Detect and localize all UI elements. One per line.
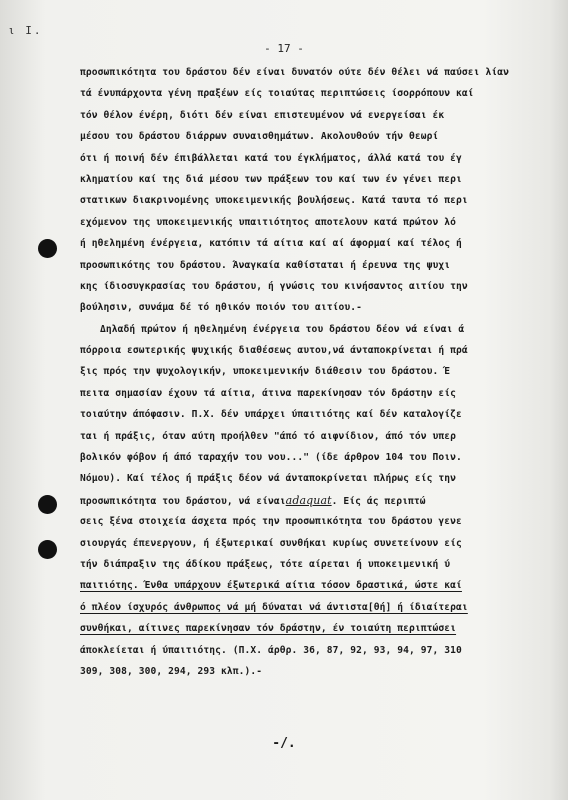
- corner-mark: ι Ι.: [8, 24, 43, 37]
- end-mark: -/.: [272, 736, 296, 751]
- text-line: [80, 319, 552, 340]
- text-line: [80, 212, 552, 233]
- text-line-content: σιουργάς έπενεργουν, ή έξωτερικαί συνθήκαι κυρίως συνετείνουν είς: [80, 537, 462, 549]
- text-line: [80, 618, 552, 639]
- text-line: [80, 83, 552, 104]
- text-line: [80, 447, 552, 468]
- text-line-content: προσωπικότητα του δράστου, νά είναι: [80, 495, 286, 507]
- text-line-content: πειτα σημασίαν έχουν τά αίτια, άτινα παρεκίνησαν τόν δράστην είς: [80, 387, 457, 399]
- text-line: [80, 404, 552, 425]
- text-line-content: μέσου του δράστου διάρρων συναισθημάτων. Ακολουθούν τήν θεωρί: [80, 131, 439, 143]
- text-line-content: ό πλέον ίσχυρός άνθρωπος νά μή δύναται νά άντιστα[θή] ή ίδιαίτεραι: [80, 601, 468, 613]
- text-line: [80, 661, 552, 682]
- text-line-content: στατικων διακρινομένης υποκειμενικής βουλήσεως. Κατά ταυτα τό περι: [80, 195, 468, 207]
- text-line-content: Δηλαδή πρώτον ή ηθελημένη ένέργεια του δράστου δέον νά είναι ά: [100, 323, 465, 335]
- text-line: [80, 575, 552, 596]
- text-line: [80, 554, 552, 575]
- text-line-content: ται ή πράξις, όταν αύτη προήλθεν "άπό τό αιφνίδιον, άπό τόν υπερ: [80, 430, 457, 442]
- text-line: [80, 297, 552, 318]
- body-text: [80, 62, 552, 682]
- scan-edge-shadow: [550, 0, 568, 800]
- text-line-content: ότι ή ποινή δέν έπιβάλλεται κατά του έγκλήματος, άλλά κατά του έγ: [80, 152, 462, 164]
- text-line: [80, 426, 552, 447]
- text-line: [80, 533, 552, 554]
- text-line-content: παιτιότης. Ένθα υπάρχουν έξωτερικά αίτια τόσον δραστικά, ώστε καί: [80, 580, 462, 592]
- text-line-content: πόρροια εσωτερικής ψυχικής διαθέσεως αυτου,νά άνταποκρίνεται ή πρά: [80, 345, 468, 357]
- text-line: [80, 340, 552, 361]
- text-line: [80, 105, 552, 126]
- text-line-continuation: . Είς άς περιπτώ: [331, 495, 426, 507]
- text-line-content: ξις πρός την ψυχολογικήν, υποκειμενικήν διάθεσιν του δράστου. Έ: [80, 366, 451, 378]
- text-line-content: 309, 308, 300, 294, 293 κλπ.).-: [80, 665, 263, 677]
- text-line: [80, 468, 552, 489]
- text-line-content: βολικόν φόβον ή άπό ταραχήν του νου..." (ίδε άρθρον 104 του Ποιν.: [80, 452, 462, 464]
- text-line: [80, 640, 552, 661]
- text-line-content: τόν θέλον ένέρη, διότι δέν είναι επιστευμένον νά ενεργείσαι έκ: [80, 109, 445, 121]
- text-line-content: συνθήκαι, αίτινες παρεκίνησαν τόν δράστην, έν τοιαύτη περιπτώσει: [80, 623, 457, 635]
- text-line-content: σεις ξένα στοιχεία άσχετα πρός την προσωπικότητα του δράστου γενε: [80, 516, 462, 528]
- text-line-content: προσωπικότης του δράστου. Άναγκαία καθίσταται ή έρευνα της ψυχι: [80, 259, 451, 271]
- page-number: - 17 -: [264, 42, 304, 55]
- punch-hole-icon: [38, 495, 57, 514]
- punch-hole-icon: [38, 540, 57, 559]
- text-line-content: προσωπικότητα του δράστου δέν είναι δυνατόν ούτε δέν θέλει νά παύσει λίαν: [80, 67, 509, 78]
- text-line-content: τοιαύτην άπόφασιν. Π.Χ. δέν υπάρχει ύπαιτιότης καί δέν καταλογίζε: [80, 409, 462, 421]
- text-line-content: Νόμου). Καί τέλος ή πράξις δέον νά άνταποκρίνεται πλήρως είς την: [80, 473, 457, 485]
- text-line-content: κης ίδιοσυγκρασίας του δράστου, ή γνώσις του κινήσαντος αιτίου την: [80, 280, 468, 292]
- text-line: [80, 255, 552, 276]
- text-line: [80, 233, 552, 254]
- text-line: [80, 383, 552, 404]
- punch-hole-icon: [38, 239, 57, 258]
- text-line: [80, 148, 552, 169]
- text-line: [80, 597, 552, 618]
- text-line: [80, 126, 552, 147]
- text-line: [80, 361, 552, 382]
- text-line-content: τά ένυπάρχοντα γένη πραξέων είς τοιαύτας περιπτώσεις ίσορρόπουν καί: [80, 88, 474, 100]
- text-line-content: κληματίου καί της διά μέσου των πράξεων του καί των έν γένει περι: [80, 173, 462, 185]
- text-line: [80, 276, 552, 297]
- text-line-content: άποκλείεται ή ύπαιτιότης. (Π.Χ. άρθρ. 36, 87, 92, 93, 94, 97, 310: [80, 644, 462, 656]
- text-line: [80, 169, 552, 190]
- text-line: [80, 62, 552, 83]
- text-line: [80, 511, 552, 532]
- text-line-content: τήν διάπραξιν της άδίκου πράξεως, τότε αίρεται ή υποκειμενική ύ: [80, 558, 451, 570]
- text-line-content: εχόμενον της υποκειμενικής υπαιτιότητος αποτελουν κατά πρώτον λό: [80, 216, 457, 228]
- text-line: [80, 190, 552, 211]
- text-line-content: ή ηθελημένη ένέργεια, κατόπιν τά αίτια καί αί άφορμαί καί τέλος ή: [80, 238, 462, 250]
- handwritten-word: adaquat: [285, 493, 332, 507]
- text-line: [80, 490, 552, 511]
- text-line-content: βούλησιν, συνάμα δέ τό ηθικόν ποιόν του αιτίου.-: [80, 302, 363, 314]
